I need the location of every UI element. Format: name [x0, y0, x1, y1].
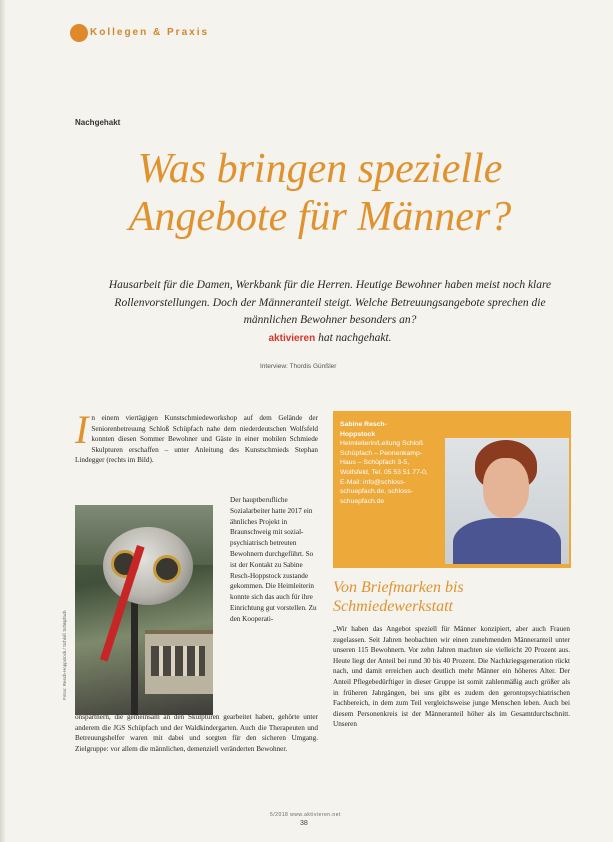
contact-infobox — [333, 411, 571, 568]
footer-line: 5/2018 www.aktivieren.net — [270, 812, 341, 818]
photo-credit: Fotos: Resch-Hoppstock / Schloß Schüpfach — [62, 610, 67, 700]
section-label: Kollegen & Praxis — [90, 27, 210, 38]
right-paragraph: „Wir haben das Angebot speziell für Männer konzipiert, aber auch Frauen zugelassen. Seit Jahren beobachten wir einen zunehmenden Männeranteil unter unseren 115 Bewohnern. Vor zehn Jahren machten sie vielleicht 20 Prozent aus. Heute liegt der Anteil bei rund 30 bis 40 Prozent. Die Nachkriegsgeneration rückt nach, und damit erreichen auch deutlich mehr Männer ein höheres Alter. Der Anteil Pflegebedürftiger in dieser Gruppe ist somit zahlenmäßig auch größer als in früheren Jahrgängen, bei uns gibt es zudem den gerontopsychiatrischen Fachbereich, in dem zum Teil vergleichsweise junge Menschen leben. Auch bei diesem Personenkreis ist der Männeranteil höher als im Gesamtdurchschnitt. Unseren — [333, 625, 570, 729]
sculpture-photo — [75, 505, 213, 715]
dropcap: I — [75, 407, 89, 452]
portrait-photo — [445, 438, 569, 564]
page-number: 38 — [300, 820, 308, 827]
bottom-paragraph: onspartnern, die gemeinsam an den Skulpturen gearbeitet haben, gehörte unter anderem die JGS Schüpfach und der Waldkindergarten. Auch die Therapeuten und Betreuungshelfer waren mit dabei und sorgten für den sicheren Umgang. Zielgruppe: vor allem die männlichen, demenziell veränderten Bewohner. — [75, 713, 318, 753]
section-marker-icon — [70, 24, 88, 42]
subheading: Von Briefmarken bis Schmiedewerkstatt — [333, 579, 464, 615]
headline — [60, 145, 580, 241]
article-narrow-column — [230, 495, 320, 625]
infobox-name-line-1: Sabine Resch- — [340, 421, 387, 428]
lead-text: Hausarbeit für die Damen, Werkbank für die Herren. Heutige Bewohner haben meist noch klare Rollenvorstellungen. Doch der Männeranteil steigt. Welche Betreuungsangebote sprechen die männlichen Bewohner besonders an? — [108, 279, 552, 326]
kicker: Nachgehakt — [75, 118, 121, 127]
building-image — [145, 630, 213, 694]
interview-credit: Interview: Thordis Günßler — [260, 363, 337, 370]
lead-paragraph — [95, 277, 565, 347]
narrow-paragraph: Der hauptberufliche Sozialarbeiter hatte 2017 ein ähnliches Projekt in Braunschweig mit sozial-psychiatrisch betreuten Bewohnern durchgeführt. So ist der Kontakt zu Sabine Resch-Hoppstock zustande gekommen. Die Heimleiterin konnte sich das auch für ihre Einrichtung gut vorstellen. Zu den Kooperati- — [230, 496, 317, 623]
lead-suffix: hat nachgehakt. — [315, 331, 392, 344]
article-intro — [75, 407, 318, 466]
intro-paragraph: n einem viertägigen Kunstschmiedeworkshop auf dem Gelände der Seniorenbetreuung Schloß Schüpfach nahe dem niederdeutschen Wolfsfeld konnten diesen Sommer Bewohner und Gäste in einer mobilen Schmiede Skulpturen erschaffen – unter Anleitung des Kunstschmieds Stephan Lindegger (rechts im Bild). — [75, 414, 318, 465]
infobox-text — [340, 420, 436, 506]
page-gutter-shadow — [0, 0, 6, 842]
infobox-details: Heimleiterin/Leitung Schloß Schüpfach – Pennenkamp-Haus – Schüpfach 3-5, Wolfsfeld, Tel. 05 53 51 77-0, E-Mail: info@schloss-schuepfach.de, schloss-schuepfach.de — [340, 440, 428, 505]
article-right-column — [333, 624, 570, 730]
infobox-name-line-2: Hoppstock — [340, 430, 376, 438]
brand-name: aktivieren — [268, 332, 316, 344]
headline-line-2: Angebote für Männer? — [128, 194, 512, 240]
article-bottom-column — [75, 712, 318, 754]
headline-line-1: Was bringen spezielle — [137, 146, 503, 192]
